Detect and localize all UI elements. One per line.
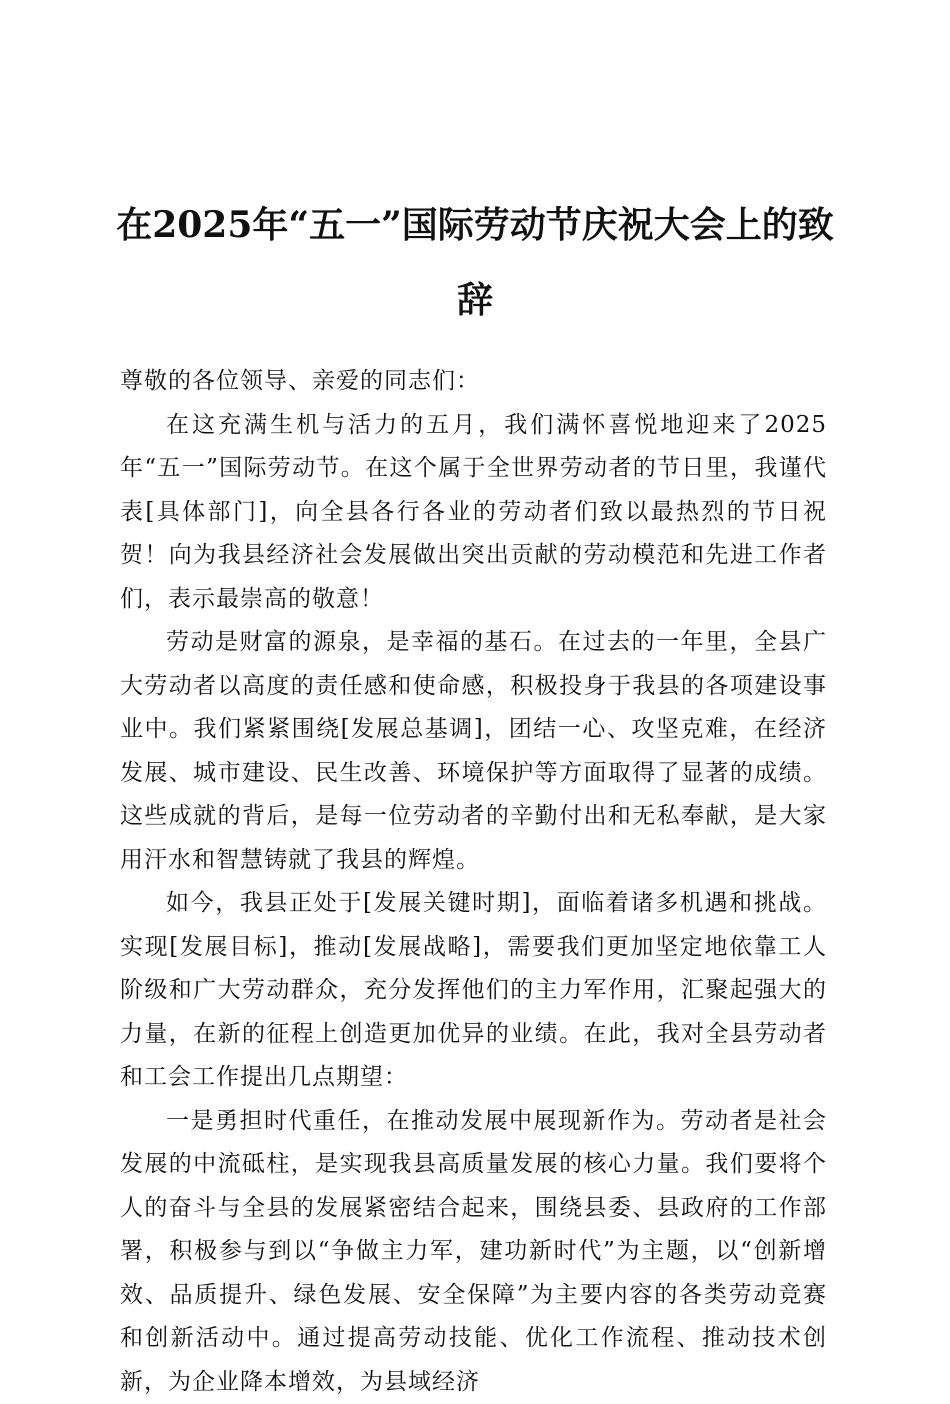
paragraph-1: 在这充满生机与活力的五月，我们满怀喜悦地迎来了2025年“五一”国际劳动节。在这个属于全世界劳动者的节日里，我谨代表[具体部门]，向全县各行各业的劳动者们致以最热烈的节日祝贺！向为我县经济社会发展做出突出贡献的劳动模范和先进工作者们，表示最崇高的敬意！ xyxy=(120,404,827,622)
salutation: 尊敬的各位领导、亲爱的同志们： xyxy=(120,360,827,404)
paragraph-3: 如今，我县正处于[发展关键时期]，面临着诸多机遇和挑战。实现[发展目标]，推动[发展战略]，需要我们更加坚定地依靠工人阶级和广大劳动群众，充分发挥他们的主力军作用，汇聚起强大的力量，在新的征程上创造更加优异的业绩。在此，我对全县劳动者和工会工作提出几点期望： xyxy=(120,882,827,1100)
document-body xyxy=(120,360,827,1404)
paragraph-2: 劳动是财富的源泉，是幸福的基石。在过去的一年里，全县广大劳动者以高度的责任感和使命感，积极投身于我县的各项建设事业中。我们紧紧围绕[发展总基调]，团结一心、攻坚克难，在经济发展、城市建设、民生改善、环境保护等方面取得了显著的成绩。这些成就的背后，是每一位劳动者的辛勤付出和无私奉献，是大家用汗水和智慧铸就了我县的辉煌。 xyxy=(120,621,827,882)
document-title: 在2025年“五一”国际劳动节庆祝大会上的致辞 xyxy=(100,188,850,338)
paragraph-4: 一是勇担时代重任，在推动发展中展现新作为。劳动者是社会发展的中流砥柱，是实现我县高质量发展的核心力量。我们要将个人的奋斗与全县的发展紧密结合起来，围绕县委、县政府的工作部署，积极参与到以“争做主力军，建功新时代”为主题，以“创新增效、品质提升、绿色发展、安全保障”为主要内容的各类劳动竞赛和创新活动中。通过提高劳动技能、优化工作流程、推动技术创新，为企业降本增效，为县域经济 xyxy=(120,1100,827,1404)
